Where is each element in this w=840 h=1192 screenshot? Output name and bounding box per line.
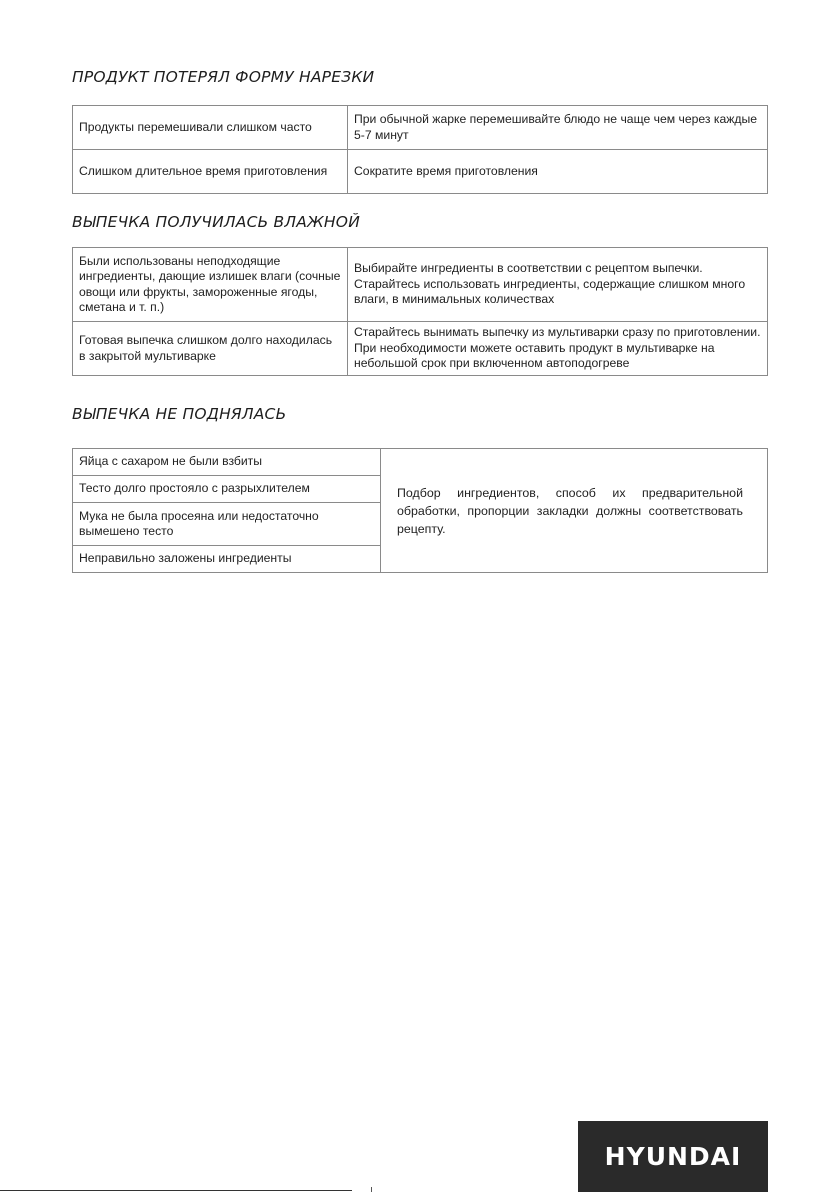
cause-cell: Продукты перемешивали слишком часто: [73, 106, 348, 150]
table-row: [73, 150, 768, 194]
footer-divider: [0, 1190, 352, 1191]
section-title-pastry-not-risen: ВЫПЕЧКА НЕ ПОДНЯЛАСЬ: [72, 405, 287, 423]
solution-cell: При обычной жарке перемешивайте блюдо не чаще чем через каждые 5-7 минут: [348, 106, 768, 150]
cause-cell: Слишком длительное время приготовления: [73, 150, 348, 194]
table-row: [73, 449, 768, 476]
cause-cell: Были использованы неподходящие ингредиенты, дающие излишек влаги (сочные овощи или фрукты, замороженные ягоды, сметана и т. п.): [73, 248, 348, 322]
cause-cell: Готовая выпечка слишком долго находилась в закрытой мультиварке: [73, 322, 348, 376]
cause-cell: Яйца с сахаром не были взбиты: [73, 449, 381, 476]
cause-cell: Тесто долго простояло с разрыхлителем: [73, 476, 381, 503]
table-row: [73, 322, 768, 376]
section-title-pastry-moist: ВЫПЕЧКА ПОЛУЧИЛАСЬ ВЛАЖНОЙ: [72, 213, 360, 231]
solution-cell: Подбор ингредиентов, способ их предварительной обработки, пропорции закладки должны соответствовать рецепту.: [381, 449, 768, 573]
solution-cell: Выбирайте ингредиенты в соответствии с рецептом выпечки. Старайтесь использовать ингредиенты, содержащие слишком много влаги, в минимальных количествах: [348, 248, 768, 322]
table-row: [73, 106, 768, 150]
troubleshooting-table-pastry-moist: [72, 247, 768, 376]
brand-logo: HYUNDAI: [578, 1121, 768, 1192]
solution-cell: Старайтесь вынимать выпечку из мультиварки сразу по приготовлении. При необходимости можете оставить продукт в мультиварке на небольшой срок при включенном автоподогреве: [348, 322, 768, 376]
footer-tick-mark: [371, 1187, 372, 1192]
cause-cell: Мука не была просеяна или недостаточно вымешено тесто: [73, 503, 381, 546]
solution-cell: Сократите время приготовления: [348, 150, 768, 194]
table-row: [73, 248, 768, 322]
troubleshooting-table-pastry-not-risen: [72, 448, 768, 573]
cause-cell: Неправильно заложены ингредиенты: [73, 546, 381, 573]
troubleshooting-table-shape-lost: [72, 105, 768, 194]
section-title-shape-lost: ПРОДУКТ ПОТЕРЯЛ ФОРМУ НАРЕЗКИ: [72, 68, 375, 86]
